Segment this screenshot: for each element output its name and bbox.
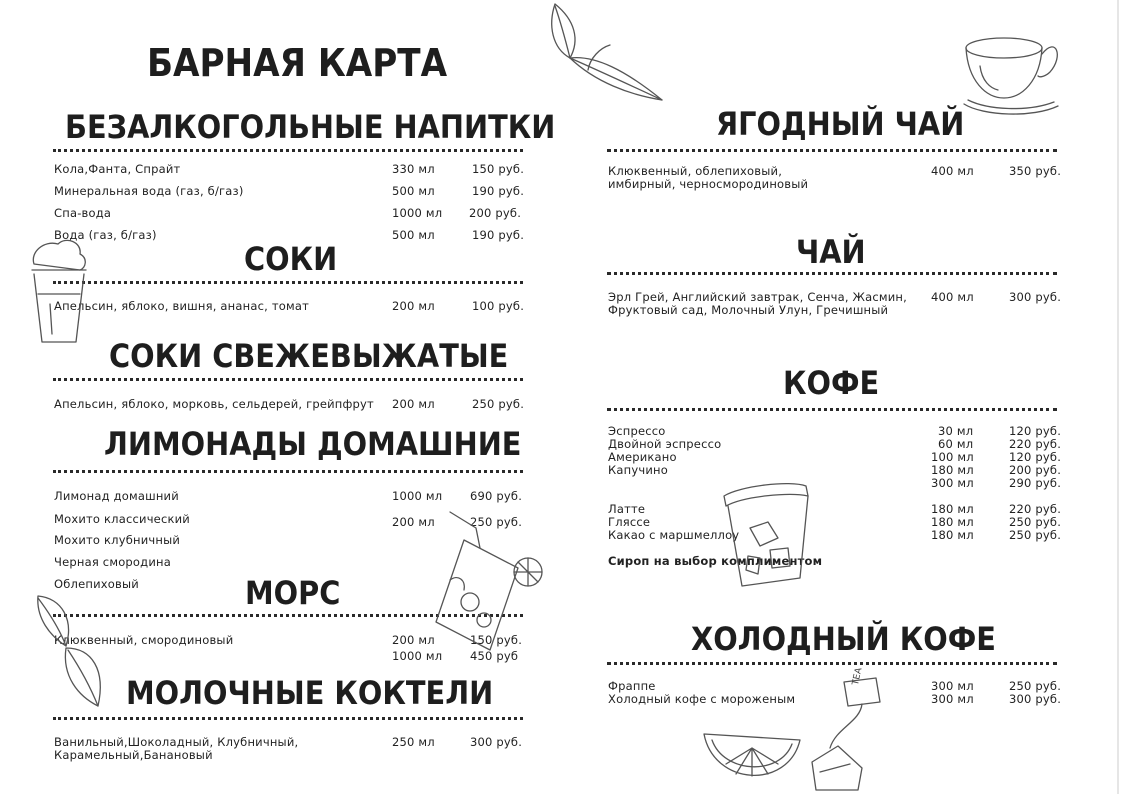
section-divider [607,662,1057,665]
item-name: Мохито клубничный [54,533,181,547]
item-price: 120 руб. [1009,424,1062,438]
item-price: 300 руб. [470,735,523,749]
item-price: 300 руб. [1009,290,1062,304]
item-volume: 30 мл [938,424,974,438]
item-volume: 250 мл [392,735,435,749]
section-divider [53,470,523,473]
item-name: Эрл Грей, Английский завтрак, Сенча, Жасмин, [608,290,908,304]
section-divider [53,149,523,152]
item-name: Ванильный,Шоколадный, Клубничный, [54,735,299,749]
item-volume: 400 мл [931,164,974,178]
item-price: 300 руб. [1009,692,1062,706]
section-title-mors: МОРС [245,574,341,612]
item-name: Лимонад домашний [54,489,179,503]
section-title-fresh-juices: СОКИ СВЕЖЕВЫЖАТЫЕ [109,337,509,375]
section-title-juices: СОКИ [244,240,338,278]
item-name: Черная смородина [54,555,171,569]
section-divider [607,149,1057,152]
item-volume: 180 мл [931,502,974,516]
page-edge [1117,0,1119,794]
item-name: Клюквенный, смородиновый [54,633,234,647]
item-price: 220 руб. [1009,437,1062,451]
item-price: 100 руб. [472,299,525,313]
item-price: 220 руб. [1009,502,1062,516]
item-price: 250 руб. [1009,679,1062,693]
lemon-slice-icon [696,726,806,788]
item-price: 200 руб. [469,206,522,220]
lemonade-glass-icon [420,510,550,660]
teacup-icon [958,26,1073,126]
item-name: Капучино [608,463,668,477]
tea-tag-label: TEA [850,666,865,687]
item-name: Апельсин, яблоко, вишня, ананас, томат [54,299,309,313]
item-name: Клюквенный, облепиховый, [608,164,783,178]
section-title-berry-tea: ЯГОДНЫЙ ЧАЙ [716,105,965,143]
item-price: 190 руб. [472,184,525,198]
item-volume: 500 мл [392,184,435,198]
item-price: 120 руб. [1009,450,1062,464]
item-name: Кола,Фанта, Спрайт [54,162,181,176]
item-price: 150 руб. [470,633,523,647]
section-title-soft-drinks: БЕЗАЛКОГОЛЬНЫЕ НАПИТКИ [65,108,556,146]
section-divider [53,717,523,720]
item-name: Двойной эспрессо [608,437,722,451]
item-name: Гляссе [608,515,651,529]
item-price: 250 руб. [1009,515,1062,529]
item-volume: 100 мл [931,450,974,464]
item-volume: 300 мл [931,476,974,490]
item-name: Фруктовый сад, Молочный Улун, Гречишный [608,303,889,317]
syrup-note: Сироп на выбор комплиментом [608,554,823,568]
iced-glass-icon [720,478,815,593]
basil-leaves-icon [32,592,112,712]
section-divider [607,408,1057,411]
item-price: 200 руб. [1009,463,1062,477]
item-name: Холодный кофе с мороженым [608,692,796,706]
item-volume: 180 мл [931,463,974,477]
section-title-cold-coffee: ХОЛОДНЫЙ КОФЕ [691,620,996,658]
item-volume: 300 мл [931,692,974,706]
item-price: 150 руб. [472,162,525,176]
section-title-tea: ЧАЙ [796,233,866,271]
section-title-lemonades: ЛИМОНАДЫ ДОМАШНИЕ [104,425,522,463]
item-volume: 1000 мл [392,649,443,663]
item-volume: 60 мл [938,437,974,451]
menu-title: БАРНАЯ КАРТА [147,41,448,85]
tea-bag-icon [800,672,895,792]
item-name: Спа-вода [54,206,112,220]
item-name: Эспрессо [608,424,666,438]
section-divider [53,281,523,284]
item-name: Вода (газ, б/газ) [54,228,157,242]
item-name: Облепиховый [54,577,139,591]
item-volume: 180 мл [931,515,974,529]
item-price: 450 руб [470,649,519,663]
soft-serve-cup-icon [24,234,94,346]
item-volume: 1000 мл [392,206,443,220]
item-volume: 400 мл [931,290,974,304]
item-price: 690 руб. [470,489,523,503]
section-divider [607,272,1057,275]
item-name: Апельсин, яблоко, морковь, сельдерей, грейпфрут [54,397,374,411]
item-name: Минеральная вода (газ, б/газ) [54,184,244,198]
item-volume: 300 мл [931,679,974,693]
item-price: 250 руб. [1009,528,1062,542]
item-volume: 500 мл [392,228,435,242]
leaf-sprig-icon [540,0,675,105]
section-title-milkshakes: МОЛОЧНЫЕ КОКТЕЛИ [126,674,494,712]
item-name: имбирный, черносмородиновый [608,177,809,191]
item-price: 250 руб. [472,397,525,411]
item-name: Мохито классический [54,512,190,526]
item-volume: 200 мл [392,515,435,529]
item-name: Латте [608,502,646,516]
item-price: 190 руб. [472,228,525,242]
item-volume: 180 мл [931,528,974,542]
item-price: 250 руб. [470,515,523,529]
item-price: 350 руб. [1009,164,1062,178]
section-title-coffee: КОФЕ [783,364,880,402]
item-name: Карамельный,Банановый [54,748,213,762]
item-name: Американо [608,450,677,464]
item-volume: 1000 мл [392,489,443,503]
item-name: Какао с маршмеллоу [608,528,740,542]
item-name: Фраппе [608,679,656,693]
item-volume: 200 мл [392,397,435,411]
item-volume: 200 мл [392,633,435,647]
section-divider [53,378,523,381]
item-price: 290 руб. [1009,476,1062,490]
item-volume: 330 мл [392,162,435,176]
item-volume: 200 мл [392,299,435,313]
